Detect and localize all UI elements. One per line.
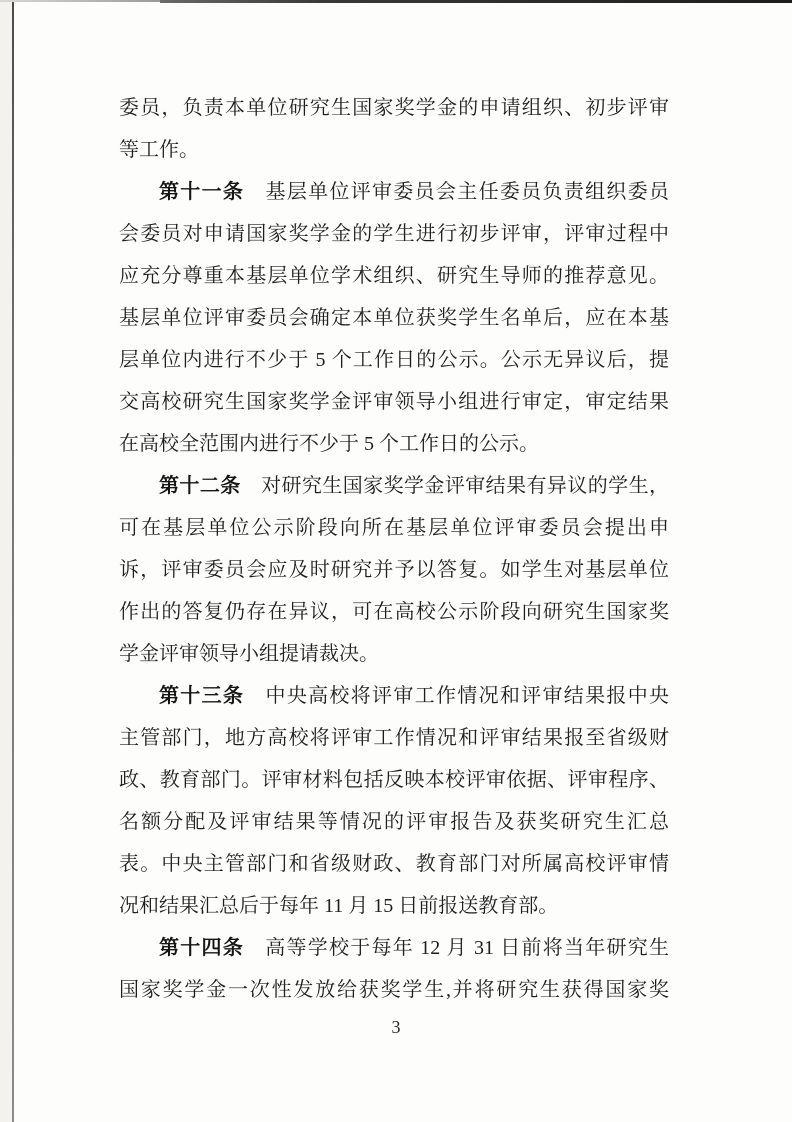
text-line: 可在基层单位公示阶段向所在基层单位评审委员会提出申	[119, 517, 669, 539]
text-line: 政、教育部门。评审材料包括反映本校评审依据、评审程序、	[119, 769, 669, 791]
scan-vertical-edge-line	[12, 0, 14, 1122]
text-line: 表。中央主管部门和省级财政、教育部门对所属高校评审情	[119, 853, 669, 875]
text-line: 主管部门，地方高校将评审工作情况和评审结果报至省级财	[119, 727, 669, 749]
text-line: 学金评审领导小组提请裁决。	[119, 643, 379, 665]
text-line: 应充分尊重本基层单位学术组织、研究生导师的推荐意见。	[119, 265, 669, 287]
text-line: 交高校研究生国家奖学金评审领导小组进行审定，审定结果	[119, 391, 669, 413]
text-line: 委员，负责本单位研究生国家奖学金的申请组织、初步评审	[119, 97, 669, 119]
text-line: 作出的答复仍存在异议，可在高校公示阶段向研究生国家奖	[119, 601, 669, 623]
scan-top-edge-line	[160, 0, 792, 3]
text-line: 第十三条 中央高校将评审工作情况和评审结果报中央	[159, 685, 670, 707]
text-line: 在高校全范围内进行不少于 5 个工作日的公示。	[119, 433, 539, 455]
article-number: 第十二条	[159, 475, 241, 497]
text-line: 第十一条 基层单位评审委员会主任委员负责组织委员	[159, 181, 670, 203]
text-line: 诉，评审委员会应及时研究并予以答复。如学生对基层单位	[119, 559, 669, 581]
text-line: 况和结果汇总后于每年 11 月 15 日前报送教育部。	[119, 895, 559, 917]
scan-top-edge-line-faint	[0, 0, 160, 2]
article-number: 第十三条	[159, 685, 245, 707]
page-number: 3	[391, 1017, 401, 1037]
text-line: 层单位内进行不少于 5 个工作日的公示。公示无异议后，提	[119, 349, 669, 371]
text-line: 国家奖学金一次性发放给获奖学生,并将研究生获得国家奖	[119, 979, 669, 1001]
text-line: 等工作。	[119, 139, 199, 161]
text-line: 基层单位评审委员会确定本单位获奖学生名单后，应在本基	[119, 307, 669, 329]
article-number: 第十四条	[159, 937, 244, 959]
text-line: 会委员对申请国家奖学金的学生进行初步评审，评审过程中	[119, 223, 669, 245]
text-line: 名额分配及评审结果等情况的评审报告及获奖研究生汇总	[119, 811, 669, 833]
text-line: 第十四条 高等学校于每年 12 月 31 日前将当年研究生	[159, 937, 669, 959]
document-body	[119, 87, 669, 1011]
text-line: 第十二条 对研究生国家奖学金评审结果有异议的学生，	[159, 475, 670, 497]
scan-left-margin-shading	[0, 0, 12, 1122]
article-number: 第十一条	[159, 181, 245, 203]
